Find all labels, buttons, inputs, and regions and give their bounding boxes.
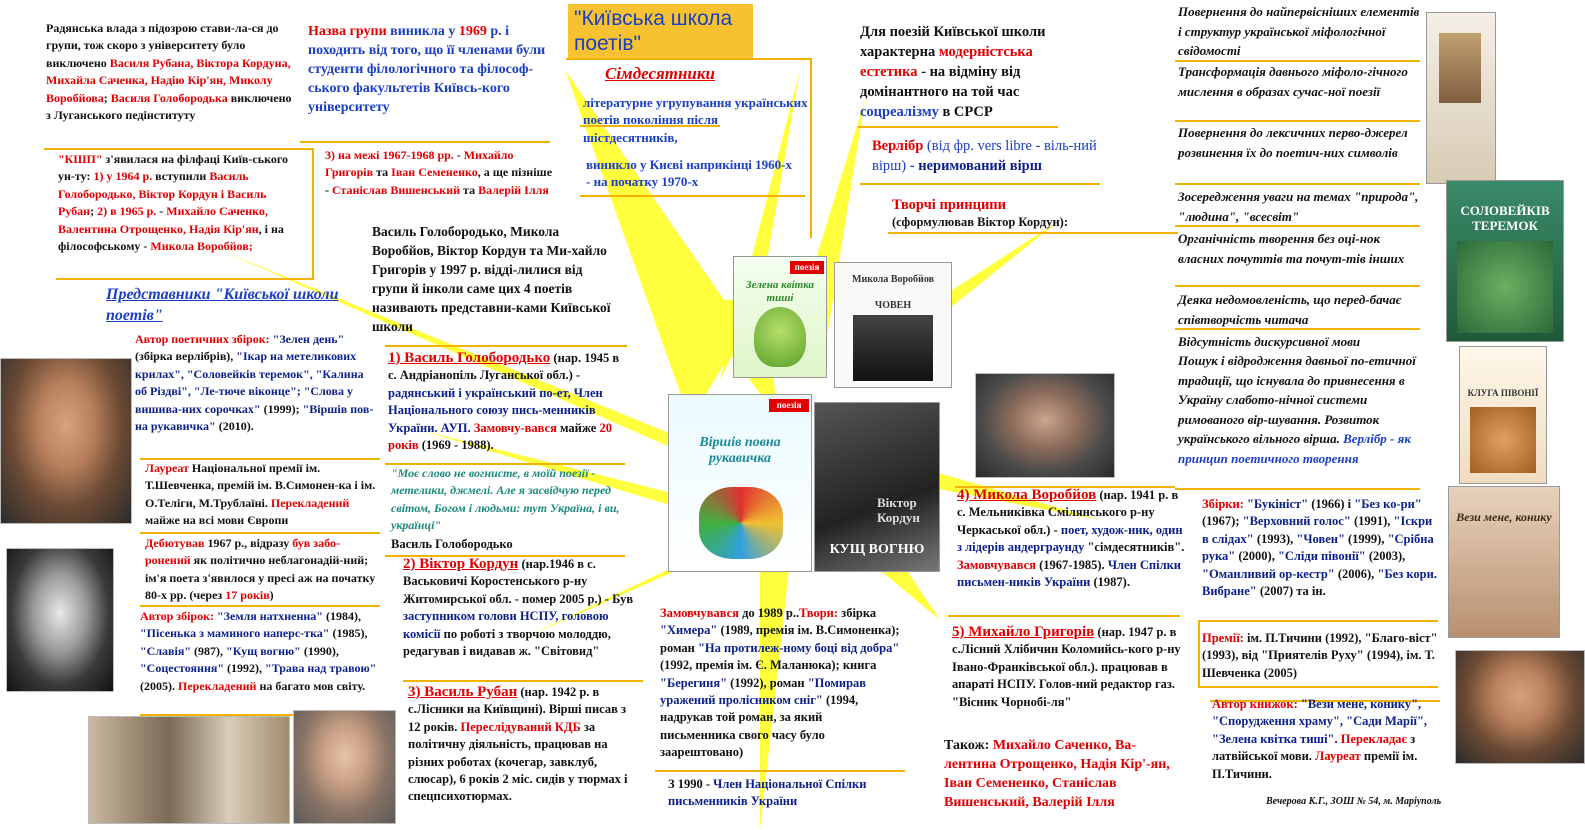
kordun-works-m: (2005). [140,678,178,693]
verlibre-b: (від фр. vers libre - віль-ний вірш) [872,138,1097,174]
kshp-1965: 2) в 1965 р. [97,204,157,219]
vorobyov-coll-i: (1993), [1253,531,1297,546]
book-vezy-title: Вези мене, конику [1456,510,1552,524]
kordun-heading: 2) Віктор Кордун [403,556,519,572]
ruban-bio [408,684,636,806]
vorobyov-coll-c: (1966) і [1308,497,1355,511]
holoborodko-laureate-d: майже на всі мови Європи [145,513,289,528]
ruban-silenced-a: Замовчувався [660,606,739,620]
connector-line [1175,488,1420,490]
vorobyov-coll-q: (2006), [1334,566,1378,581]
kshp-n2: Михайло Саченко, Валентина Отрощенко, Надія Кір'ян [58,204,268,236]
connector-line [300,141,550,143]
principles-sub: (сформулював Віктор Кордун): [892,215,1068,229]
vorobyov-coll-s: (2007) та ін. [1256,584,1326,599]
holoborodko-bio-b: радянський і український по-ет, Член Національного союзу пись-менників України. АУП. [388,385,603,435]
connector-line [655,770,905,772]
hryhoriv-books-g: премії ім. П.Тичини. [1212,749,1418,781]
kordun-works-d: "Пісенька з маминого наперс-тка" [140,626,330,641]
ruban-silenced-h: (1992, премія ім. Є. Маланюка); книга [660,658,877,673]
principle-item-8-text: Пошук і відродження давньої по-етичної традиції, що існувала до привнесення в Україну слабото-нічної системи римованого вір-шування. Розвиток українського вільного вірша. [1178,353,1416,446]
ruban-silenced-k: "Помирав уражений пролісником сніг" [660,675,867,708]
kordun-debut-f: ) [269,588,274,603]
vorobyov-coll-e: (1967); [1202,514,1243,529]
also-a: Також: [944,738,993,753]
kshp-t1: з'явилася на філфаці Київ-ського ун-ту: [58,152,288,184]
group-name-d: р. [486,24,502,39]
group-name-a: Назва групи [308,24,391,39]
principle-item-4: Зосередження уваги на темах "природа", "людина", "всесвіт" [1178,189,1419,224]
principle-item-7: Відсутність дискурсивної мови [1178,334,1361,349]
vorobyov-coll-j: "Човен" [1296,531,1345,546]
aesthetics-e: в СРСР [938,104,993,120]
kshp-text [58,151,303,255]
kordun-works-l: "Трава над травою" [265,661,377,676]
ruban-silenced-f: (1989, премія ім. В.Симоненка); роман [660,623,900,655]
book-art-1 [1439,33,1481,103]
holoborodko-works-c: (збірка верлібрів), [135,349,237,364]
kshp-n1: Василь Голобородько, Віктор Кордун і Василь Рубан [58,169,267,219]
kshp-t4: - [156,204,167,219]
vorobyov-bio-g: (1987). [1090,575,1130,590]
book-cover-vezy [1448,486,1560,638]
principle-item-6: Деяка недомовленість, що перед-бачає співтворчість читача [1178,292,1402,327]
holoborodko-bio-f: 20 років [388,420,612,453]
ruban-silenced-g: "На протилеж-ному боці від добра" [697,640,900,655]
vorobyov-collections [1202,496,1438,600]
connector-line [385,345,627,347]
vorobyov-bio-d: Замовчувався [957,557,1036,572]
kordun-debut-d: як політично неблагонадій-ний; ім'я поета з'явилося у пресі аж на початку 80-х рр. (через [145,553,376,603]
vorobyov-coll-a: Збірки: [1202,497,1247,511]
vorobyov-prize-b: ім. П.Тичини (1992), "Благо-віст" (1993), від "Приятелів Руху" (1994), ім. Т. Шевченка (2005) [1202,631,1438,680]
vorobyov-bio-f: Член Спілки письмен-ників України [957,557,1181,590]
boundary-g: Станіслав Вишенський [332,182,461,197]
shimdesiatnyky-label: Сімдесятники [605,64,715,83]
holoborodko-bio [388,350,623,454]
aesthetics-b: модерністська естетика [860,44,1033,80]
holoborodko-works-g: (2010). [215,419,254,434]
principle-item-8 [1178,351,1422,468]
group-name-text [308,22,548,117]
connector-line [580,195,805,197]
kordun-works-a: Автор збірок: [140,609,217,623]
boundary-f: , а ще пізніше - [325,165,553,197]
hryhoriv-books-a: Автор книжок: [1212,697,1301,711]
also-text [944,736,1184,812]
book-kushch-title: КУЩ ВОГНЮ [829,542,925,557]
connector-line [403,680,643,682]
split-text: Василь Голобородько, Микола Воробйов, Віктор Кордун та Ми-хайло Григорів у 1997 р. відді-лилися від групи й інколи саме цих 4 поетів називають представни-ками Київської школи [372,224,611,334]
connector-line [810,58,812,238]
verlibre-c: - [906,158,919,174]
mitten-icon [699,487,783,559]
group-name-year: 1969 [458,24,487,39]
holoborodko-works-e: (1999); [260,401,303,416]
holoborodko-works [135,331,375,435]
vorobyov-prizes [1202,630,1438,682]
ruban-silenced-e: "Химера" [660,623,718,638]
verlibre-d: неримований вірш [918,158,1042,174]
repression-mid: ; [103,90,111,105]
ruban-silenced [660,605,900,762]
kshp-n3: Микола Воробйов; [150,239,253,254]
ruban-silenced-b: до 1989 р.. [738,606,800,620]
holoborodko-works-b: "Зелен день" [272,332,345,346]
kordun-works-o: на багато мов світу. [256,678,366,693]
vorobyov-coll-m: (2000), [1235,549,1278,564]
book-cover-kushch [814,402,940,572]
book-cover-chovn [834,262,952,388]
hryhoriv-bio-text: (нар. 1947 р. в с.Лісний Хлібичин Коломийсь-кого р-ну Івано-Франківської обл.). працював в апараті НСПУ. Голов-ний редактор газ. "Вісник Чорнобі-ля" [952,625,1181,709]
book-cover-rukavychka [668,394,812,572]
boundary-text [325,147,555,199]
holoborodko-heading: 1) Василь Голобородько [388,350,551,366]
books-stack-photo [88,716,290,824]
kshp-abbr: "КШП" [58,152,103,166]
book-rukavychka-title: Віршів повна рукавичка [699,435,781,466]
principles-title: Творчі принципи [892,197,1007,213]
kordun-works-i: (1990), [300,643,339,658]
hryhoriv-books-c: . [1334,731,1341,746]
boundary-i: Валерій Ілля [478,182,549,197]
title-line-1: "Київська школа [574,7,733,30]
kordun-works-c: (1984), [322,609,361,623]
kordun-bio-b: заступником голови НСПУ, головою комісії [403,609,609,641]
connector-line [888,232,1088,234]
kordun-works-k: (1992), [224,661,266,676]
connector-line [566,58,812,60]
repression-text [46,20,296,124]
aesthetics-text [860,22,1070,122]
kordun-debut-c: був забо-ронений [145,536,340,568]
repression-intro: Радянська влада з підозрою стави-ла-ся до групи, тож скоро з університету було виключено [46,21,279,70]
book-solov-art [1457,241,1553,333]
holoborodko-quote-author: Василь Голобородько [391,537,513,551]
holoborodko-laureate-a: Лауреат [145,461,189,475]
chovn-picture [853,315,933,381]
principle-item-3: Повернення до лексичних перво-джерел розвинення їх до поетич-них символів [1178,125,1408,160]
vorobyov-coll-r: "Без кори. Вибране" [1202,566,1437,599]
connector-line [860,183,1100,185]
holoborodko-bio-a: (нар. 1945 в с. Андріанопіль Луганської обл.) - [388,351,620,383]
hryhoriv-books-e: з латвійської мови. [1212,731,1416,764]
connector-line [56,278,314,280]
vorobyov-bio-b: поет, худож-ник, один з лідерів андерграунду [957,522,1183,555]
aesthetics-c: - на відміну від домінантного на той час [860,64,1021,100]
book-cover-right-1 [1426,12,1496,184]
connector-line [948,615,1180,617]
hryhoriv-bio [952,624,1184,711]
principle-item-8-blue: Верлібр - як принцип поетичного творення [1178,431,1411,466]
connector-line [312,148,314,278]
kordun-works-e: (1985), [329,626,368,641]
vorobyov-coll-b: "Букініст" [1246,497,1309,511]
kordun-works-h: "Кущ вогню" [226,643,301,658]
ruban-member-a: З 1990 - [668,777,714,791]
kordun-debut-e: 17 років [225,588,270,603]
ruban-member-b: Член Національної Спілки письменників України [668,777,867,809]
book-solov-title: СОЛОВЕЙКІВ ТЕРЕМОК [1460,203,1550,233]
group-name-b: виникла у [390,24,459,39]
ruban-member [668,776,888,811]
vorobyov-coll-l: "Срібна рука" [1202,531,1434,564]
vorobyov-bio [957,487,1187,591]
book-cover-solov [1446,180,1564,342]
credit-text: Вечерова К.Г., ЗОШ № 54, м. Маріуполь [1266,796,1442,807]
principle-item-5: Органічність творення без оці-нок власних почуттів та почут-тів інших [1178,231,1405,266]
definition-text: літературне угрупування українських поетів покоління після шістдесятників, [583,95,808,145]
book-chovn-title: ЧОВЕН [874,300,912,311]
hryhoriv-books-f: Лауреат [1315,749,1361,764]
holoborodko-works-a: Автор поетичних збірок: [135,332,273,346]
kordun-bio-c: по роботі з творчою молоддю, редагував і видавав ж. "Світовид" [403,626,611,659]
connector-line [1198,620,1438,622]
holoborodko-works-f: "Віршів пов-на рукавичка" [135,401,374,434]
kordun-works-g: (987), [191,643,227,658]
ruban-silenced-c: Твори: [799,606,839,620]
also-b: Михайло Саченко, Ва-лентина Отрощенко, Надія Кір'-ян, Іван Семененко, Станіслав Вишенський, Валерій Ілля [944,738,1170,810]
kordun-works-f: "Славія" [140,643,192,658]
holoborodko-bio-e: майже [556,420,600,435]
ruban-silenced-d: збірка [838,606,877,620]
connector-line [140,605,380,607]
holoborodko-bio-g: (1969 - 1988). [418,438,494,453]
book-rukavychka-tag: поезія [769,399,809,412]
ruban-bio-b: Переслідуваний КДБ [460,719,581,734]
vorobyov-coll-k: (1999), [1344,531,1388,546]
flower-icon [754,307,806,367]
kshp-t5: , і на філософському - [58,221,284,254]
kordun-works-n: Перекладений [178,678,257,693]
boundary-b: - [453,148,464,162]
vorobyov-coll-h: "Іскри в слідах" [1202,514,1433,546]
ruban-bio-c: за політичну діяльність, працював на різних роботах (кочегар, завклуб, слюсар), 6 років 2 міс. сидів у тюрмах і спецпсихотюрмах. [408,719,628,804]
book-cover-klyuch [1459,346,1547,484]
book-klyuch-title: КЛУГА ПІВОНІЇ [1467,388,1539,398]
connector-line [858,126,1058,128]
verlibre-text [872,136,1112,176]
vorobyov-heading: 4) Микола Воробйов [957,487,1097,503]
repression-names: Василя Рубана, Віктора Кордуна, Михайла Саченка, Надію Кір'ян, Миколу Воробйова [46,55,291,105]
vorobyov-coll-o: (2003), [1365,549,1406,564]
verlibre-a: Верлібр [872,138,924,154]
group-name-e: і походить від того, що її членами були студенти філологічного та філософ-ського факультетів Київсь-кого університету [308,24,546,115]
hryhoriv-books [1212,696,1448,783]
principle-item-1: Повернення до найпервісніших елементів і структур української міфологічної свідомості [1178,4,1420,58]
book-klyuch-art [1470,407,1536,473]
kordun-bio-a: (нар.1946 в с. Васьковичі Коростенського р-ну Житомирської обл. - помер 2005 р.) - Був [403,557,634,606]
origin-text: виникло у Києві наприкінці 1960-х - на початку 1970-х [586,157,792,190]
title-line-2: поетів" [574,32,641,55]
vorobyov-bio-e: (1967-1985). [1035,557,1108,572]
kordun-debut-a: Дебютував [145,536,205,550]
boundary-d: та [373,165,392,180]
hryhoriv-heading: 5) Михайло Григорів [952,624,1095,640]
connector-line [44,148,312,150]
kshp-1964: 1) у 1964 р. [93,169,153,184]
vorobyov-coll-n: "Сліди півонії" [1277,549,1366,564]
repression-tail: виключено з Луганського педінституту [46,90,292,123]
kordun-works-j: "Соцестояння" [140,661,225,676]
hryhoriv-portrait [1455,650,1585,764]
kordun-works-b: "Земля натхненна" [217,609,323,623]
representatives-heading: Представники "Київської школи поетів" [106,286,339,324]
repression-holoborodko: Василя Голобородька [110,90,228,105]
boundary-e: Іван Семененко [391,165,478,180]
ruban-silenced-i: "Берегиня" [660,675,728,690]
connector-line [1088,232,1178,234]
vorobyov-coll-g: (1991), [1350,514,1394,529]
hryhoriv-books-b: "Вези мене, конику", "Спорудження храму", "Сади Марії", "Зелена квітка тиші" [1212,697,1428,746]
holoborodko-laureate [145,460,380,530]
boundary-a: 3) на межі 1967-1968 рр. [325,148,454,162]
connector-line [140,532,380,534]
vorobyov-coll-d: "Без ко-ри" [1354,497,1422,511]
book-zelena-title: Зелена квітка тиші [746,279,814,304]
hryhoriv-books-d: Перекладає [1340,731,1407,746]
connector-line [1198,620,1200,686]
kshp-t2: вступили [152,169,210,184]
principles-list [1178,2,1422,468]
vorobyov-bio-c: "сімдесятників". [1084,540,1185,555]
vorobyov-prize-a: Премії: [1202,631,1244,645]
title-box [568,4,753,58]
holoborodko-laureate-b: Національної премії ім. Т.Шевченка, премій ім. В.Симонен-ка і ім. О.Теліги, М.Трублаїні. [145,461,376,510]
kordun-debut-b: 1967 р., відразу [204,536,293,550]
principle-item-2: Трансформація давнього міфоло-гічного мислення в образах сучас-ної поезії [1178,64,1408,99]
book-kushch-author: Віктор Кордун [877,495,920,525]
connector-line [1198,686,1438,688]
kordun-portrait [6,548,114,692]
vorobyov-coll-f: "Верховний голос" [1242,514,1351,529]
vorobyov-bio-a: (нар. 1941 р. в с. Мельниківка Смілянського р-ну Черкаської обл.) - [957,488,1179,537]
vorobyov-portrait [975,373,1115,478]
ruban-silenced-l: (1994, надрукав той роман, за який письменника свого часу було заарештовано) [660,693,859,760]
book-cover-zelena [733,256,827,378]
kordun-bio [403,556,643,660]
kordun-works [140,608,380,695]
boundary-h: та [460,182,479,197]
ruban-heading: 3) Василь Рубан [408,684,518,700]
ruban-bio-a: (нар. 1942 р. в с.Лісники на Київщині). Вірші писав з 12 років. [408,685,627,734]
holoborodko-laureate-c: Перекладений [270,495,350,510]
holoborodko-quote: "Моє слово не вогнисте, в моїй поезії - метелики, джмелі. Але я засвідчую перед світом, Богом і людьми: тут Україна, і ви, українці" [391,466,620,533]
aesthetics-d: соцреалізму [860,104,939,120]
holoborodko-works-d: "Ікар на метеликових крилах", "Соловейків теремок", "Калина об Різдві", "Ле-тюче віконце"; "Слова у вишива-них сорочках" [135,349,364,416]
boundary-c: Михайло Григорів [325,148,514,180]
ruban-silenced-j: (1992), роман [727,675,808,690]
aesthetics-a: Для поезій Київської школи характерна [860,24,1046,60]
kshp-t3: ; [90,204,98,219]
ruban-portrait [293,710,396,824]
book-chovn-author: Микола Воробйов [852,274,934,285]
book-zelena-tag: поезія [790,261,824,274]
holoborodko-bio-d: Замовчу-вався [473,420,557,435]
kordun-debut [145,535,380,605]
principles-heading [892,196,1102,230]
vorobyov-coll-p: "Оманливий ор-кестр" [1202,566,1335,581]
holoborodko-portrait [0,358,132,524]
